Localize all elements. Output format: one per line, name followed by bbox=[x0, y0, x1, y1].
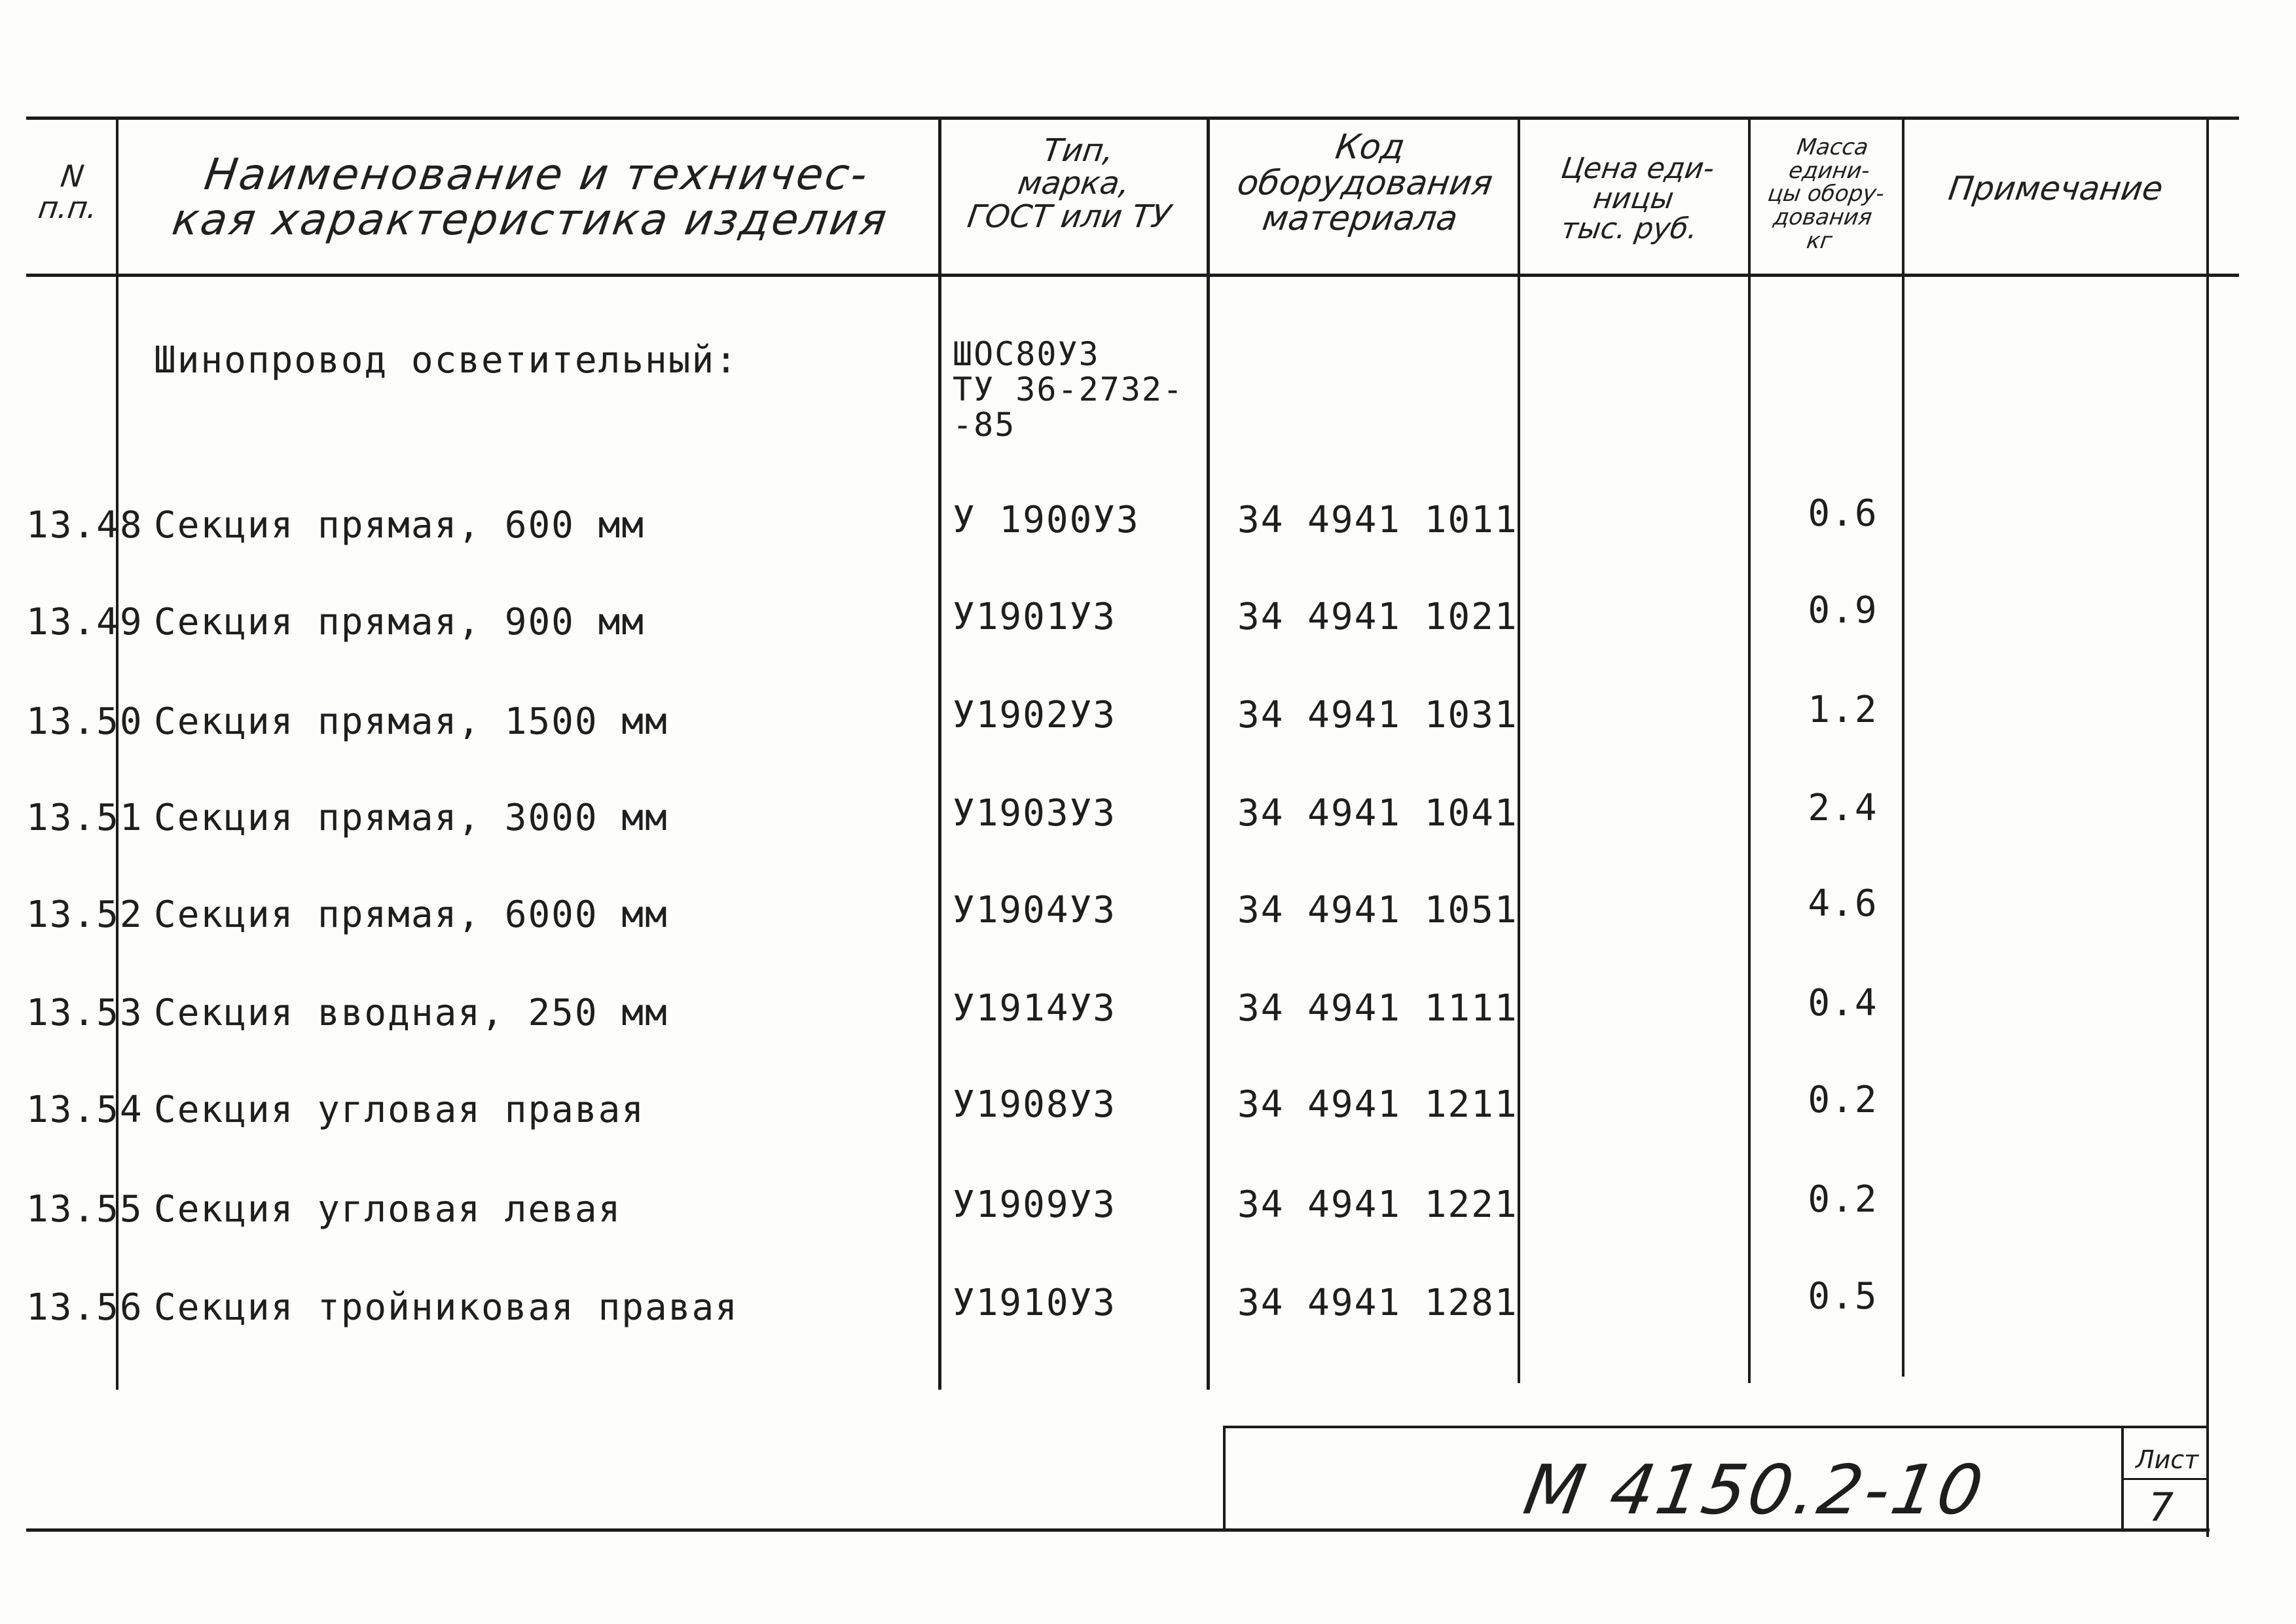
row-name: Секция прямая, 600 мм bbox=[154, 504, 646, 547]
header-code: Код оборудования материала bbox=[1235, 128, 1495, 239]
row-num: 13.49 bbox=[26, 601, 143, 643]
header-num: N п.п. bbox=[36, 158, 100, 226]
row-mass: 0.2 bbox=[1808, 1079, 1878, 1121]
row-name: Секция прямая, 1500 мм bbox=[154, 700, 668, 743]
row-num: 13.56 bbox=[26, 1286, 143, 1329]
header-note: Примечание bbox=[1946, 170, 2166, 208]
row-num: 13.50 bbox=[26, 700, 143, 743]
row-num: 13.48 bbox=[26, 504, 143, 547]
column-divider-4 bbox=[1518, 117, 1520, 1383]
column-divider-3 bbox=[1207, 117, 1210, 1390]
header-mass: Масса едини- цы обору- дования кг bbox=[1766, 134, 1886, 254]
group-type-line-3: -85 bbox=[953, 406, 1016, 444]
row-name: Секция вводная, 250 мм bbox=[154, 992, 668, 1034]
row-mass: 0.6 bbox=[1808, 492, 1878, 535]
sheet-number: 7 bbox=[2149, 1485, 2174, 1530]
row-type: У1902УЗ bbox=[953, 694, 1117, 736]
row-mass: 2.4 bbox=[1808, 787, 1878, 829]
row-code: 34 4941 1011 bbox=[1237, 499, 1518, 541]
row-code: 34 4941 1021 bbox=[1237, 596, 1518, 638]
row-num: 13.51 bbox=[26, 797, 143, 839]
header-bottom-border bbox=[26, 274, 2239, 277]
document-code: М 4150.2-10 bbox=[1518, 1450, 1992, 1530]
row-type: У1908УЗ bbox=[953, 1083, 1117, 1126]
row-num: 13.55 bbox=[26, 1188, 143, 1231]
column-divider-6 bbox=[1902, 117, 1904, 1377]
row-name: Секция тройниковая правая bbox=[154, 1286, 738, 1329]
group-name: Шинопровод осветительный: bbox=[154, 339, 738, 382]
row-mass: 0.4 bbox=[1808, 982, 1878, 1024]
row-code: 34 4941 1041 bbox=[1237, 792, 1518, 835]
row-code: 34 4941 1221 bbox=[1237, 1183, 1518, 1226]
row-type: У1914УЗ bbox=[953, 987, 1117, 1030]
sheet-label: Лист bbox=[2136, 1445, 2199, 1474]
table-top-border bbox=[26, 117, 2239, 120]
group-type-line-2: ТУ 36-2732- bbox=[953, 370, 1184, 408]
row-num: 13.52 bbox=[26, 893, 143, 936]
row-name: Секция прямая, 3000 мм bbox=[154, 797, 668, 839]
header-price: Цена еди- ницы тыс. руб. bbox=[1559, 152, 1717, 246]
header-name: Наименование и техничес- кая характеристика изделия bbox=[169, 149, 892, 245]
row-code: 34 4941 1281 bbox=[1237, 1282, 1518, 1324]
stamp-top-border bbox=[1223, 1426, 2208, 1428]
row-code: 34 4941 1051 bbox=[1237, 889, 1518, 931]
row-type: У 1900УЗ bbox=[953, 499, 1140, 541]
row-type: У1901УЗ bbox=[953, 596, 1117, 638]
row-mass: 0.5 bbox=[1808, 1275, 1878, 1318]
row-type: У1903УЗ bbox=[953, 792, 1117, 835]
right-border bbox=[2206, 117, 2209, 1537]
row-name: Секция прямая, 900 мм bbox=[154, 601, 646, 643]
stamp-sheet-mid bbox=[2121, 1478, 2208, 1480]
row-type: У1910УЗ bbox=[953, 1282, 1117, 1324]
column-divider-2 bbox=[938, 117, 941, 1390]
row-mass: 4.6 bbox=[1808, 882, 1878, 925]
column-divider-5 bbox=[1748, 117, 1751, 1383]
row-mass: 1.2 bbox=[1808, 689, 1878, 731]
row-name: Секция угловая левая bbox=[154, 1188, 622, 1231]
row-type: У1909УЗ bbox=[953, 1183, 1117, 1226]
row-mass: 0.2 bbox=[1808, 1178, 1878, 1221]
row-name: Секция прямая, 6000 мм bbox=[154, 893, 668, 936]
row-num: 13.54 bbox=[26, 1089, 143, 1131]
row-name: Секция угловая правая bbox=[154, 1089, 646, 1131]
group-type-line-1: ШОС80УЗ bbox=[953, 335, 1100, 373]
header-type: Тип, марка, ГОСТ или ТУ bbox=[965, 132, 1173, 235]
row-mass: 0.9 bbox=[1808, 589, 1878, 632]
row-code: 34 4941 1111 bbox=[1237, 987, 1518, 1030]
stamp-left-border bbox=[1223, 1426, 1226, 1530]
row-num: 13.53 bbox=[26, 992, 143, 1034]
row-type: У1904УЗ bbox=[953, 889, 1117, 931]
row-code: 34 4941 1211 bbox=[1237, 1083, 1518, 1126]
row-code: 34 4941 1031 bbox=[1237, 694, 1518, 736]
